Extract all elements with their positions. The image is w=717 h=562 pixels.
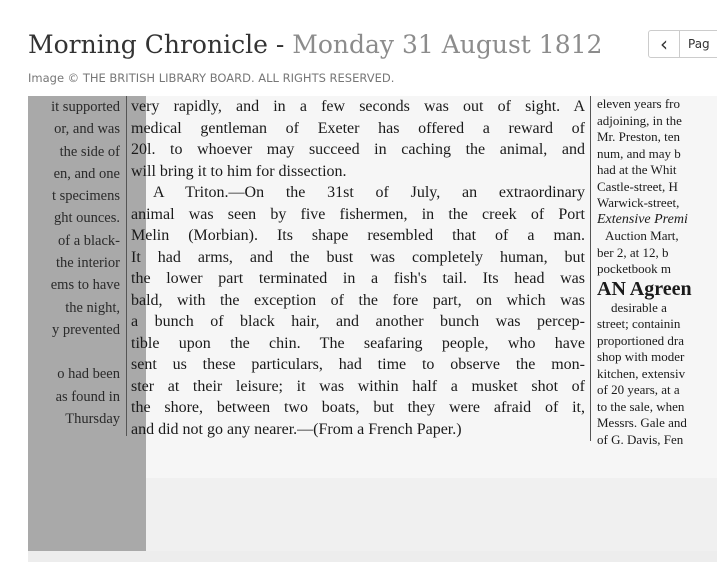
text-line: ster at their leisure; it was within half a musket shot of (131, 377, 585, 395)
text-line: kitchen, extensiv (597, 365, 686, 381)
text-line: had at the Whit (597, 162, 677, 177)
text-line: the lower part terminated in a fish's tail. Its head was (131, 270, 585, 287)
page-navigation (648, 30, 717, 60)
advert-heading: AN Agreen (597, 277, 692, 300)
column-rule (590, 96, 591, 441)
text-line: the side of (59, 143, 120, 160)
publication-name: Morning Chronicle (28, 30, 268, 59)
text-line: tible upon the chin. The seafaring people, who have (131, 334, 585, 352)
page-title (28, 30, 602, 59)
text-line: Extensive Premi (597, 211, 688, 227)
text-line: sent us these particulars, had time to observe the mon- (131, 356, 585, 373)
text-line: 20l. to whoever may succeed in caching the animal, and (131, 141, 585, 158)
text-line: or, and was (54, 121, 120, 138)
column-rule (126, 96, 127, 436)
text-line: as found in (55, 388, 120, 405)
image-credit: Image © THE BRITISH LIBRARY BOARD. ALL RIGHTS RESERVED. (28, 71, 395, 85)
text-line: medical gentleman of Exeter has offered a reward of (131, 119, 585, 137)
right-column-text (597, 96, 717, 448)
page-selector-button[interactable] (680, 30, 717, 58)
text-line: Castle-street, H (597, 178, 678, 194)
text-line: Auction Mart, (605, 228, 679, 243)
text-line (28, 341, 120, 363)
text-line: o had been (57, 366, 120, 383)
previous-page-button[interactable] (648, 30, 680, 58)
text-line: the shore, between two boats, but they were afraid of it, (131, 399, 585, 416)
text-line: the interior (55, 255, 120, 272)
text-line: proportioned dra (597, 332, 685, 348)
text-line: very rapidly, and in a few seconds was out of sight. A (131, 98, 585, 115)
text-line: Mr. Preston, ten (597, 129, 681, 144)
text-line: shop with moder (597, 349, 685, 364)
text-line: desirable a (611, 299, 667, 315)
text-line: num, and may b (597, 145, 681, 161)
text-line: Messrs. Gale and (597, 415, 687, 430)
triton-article (131, 96, 585, 440)
text-line: it supported (51, 99, 120, 115)
title-separator: - (267, 30, 293, 59)
text-line: It had arms, and the bust was completely human, but (131, 248, 585, 266)
text-line: Warwick-street, (597, 195, 680, 210)
article-heading-line: A Triton.—On the 31st of July, an extraordinary (153, 184, 585, 201)
text-line: eleven years fro (597, 96, 681, 111)
issue-date: Monday 31 August 1812 (292, 30, 603, 59)
text-line: bald, with the exception of the fore part, on which was (131, 291, 585, 309)
text-line: a bunch of black hair, and another bunch was percep- (131, 313, 585, 330)
text-line: pocketbook m (597, 261, 672, 276)
text-line: y prevented (51, 321, 120, 338)
text-line: of G. Davis, Fen (597, 431, 684, 447)
text-line: and did not go any nearer.—(From a French Paper.) (131, 420, 462, 438)
text-line: street; containin (597, 316, 681, 331)
text-line: t specimens (51, 188, 120, 205)
text-line: of 20 years, at a (597, 382, 680, 397)
newspaper-page-margin (146, 478, 717, 551)
page-selector-label: Pag (688, 37, 710, 51)
text-line: ems to have (50, 277, 120, 294)
text-line: adjoining, in the (597, 112, 682, 128)
text-line: to the sale, when (597, 398, 685, 414)
left-column-text (28, 96, 120, 430)
text-line: of a black- (58, 232, 120, 249)
text-line: en, and one (53, 165, 120, 182)
text-line: the night, (65, 299, 120, 316)
text-line: animal was seen by five fishermen, in the creek of Port (131, 205, 585, 223)
text-line: ght ounces. (53, 210, 120, 227)
text-line: Melin (Morbian). Its shape resembled that of a man. (131, 227, 585, 244)
text-line: will bring it to him for dissection. (131, 162, 347, 180)
chevron-left-icon: ‹ (660, 32, 668, 56)
text-line: ber 2, at 12, b (597, 244, 669, 260)
newspaper-image-viewer[interactable] (28, 96, 717, 562)
text-line: Thursday (65, 410, 120, 427)
